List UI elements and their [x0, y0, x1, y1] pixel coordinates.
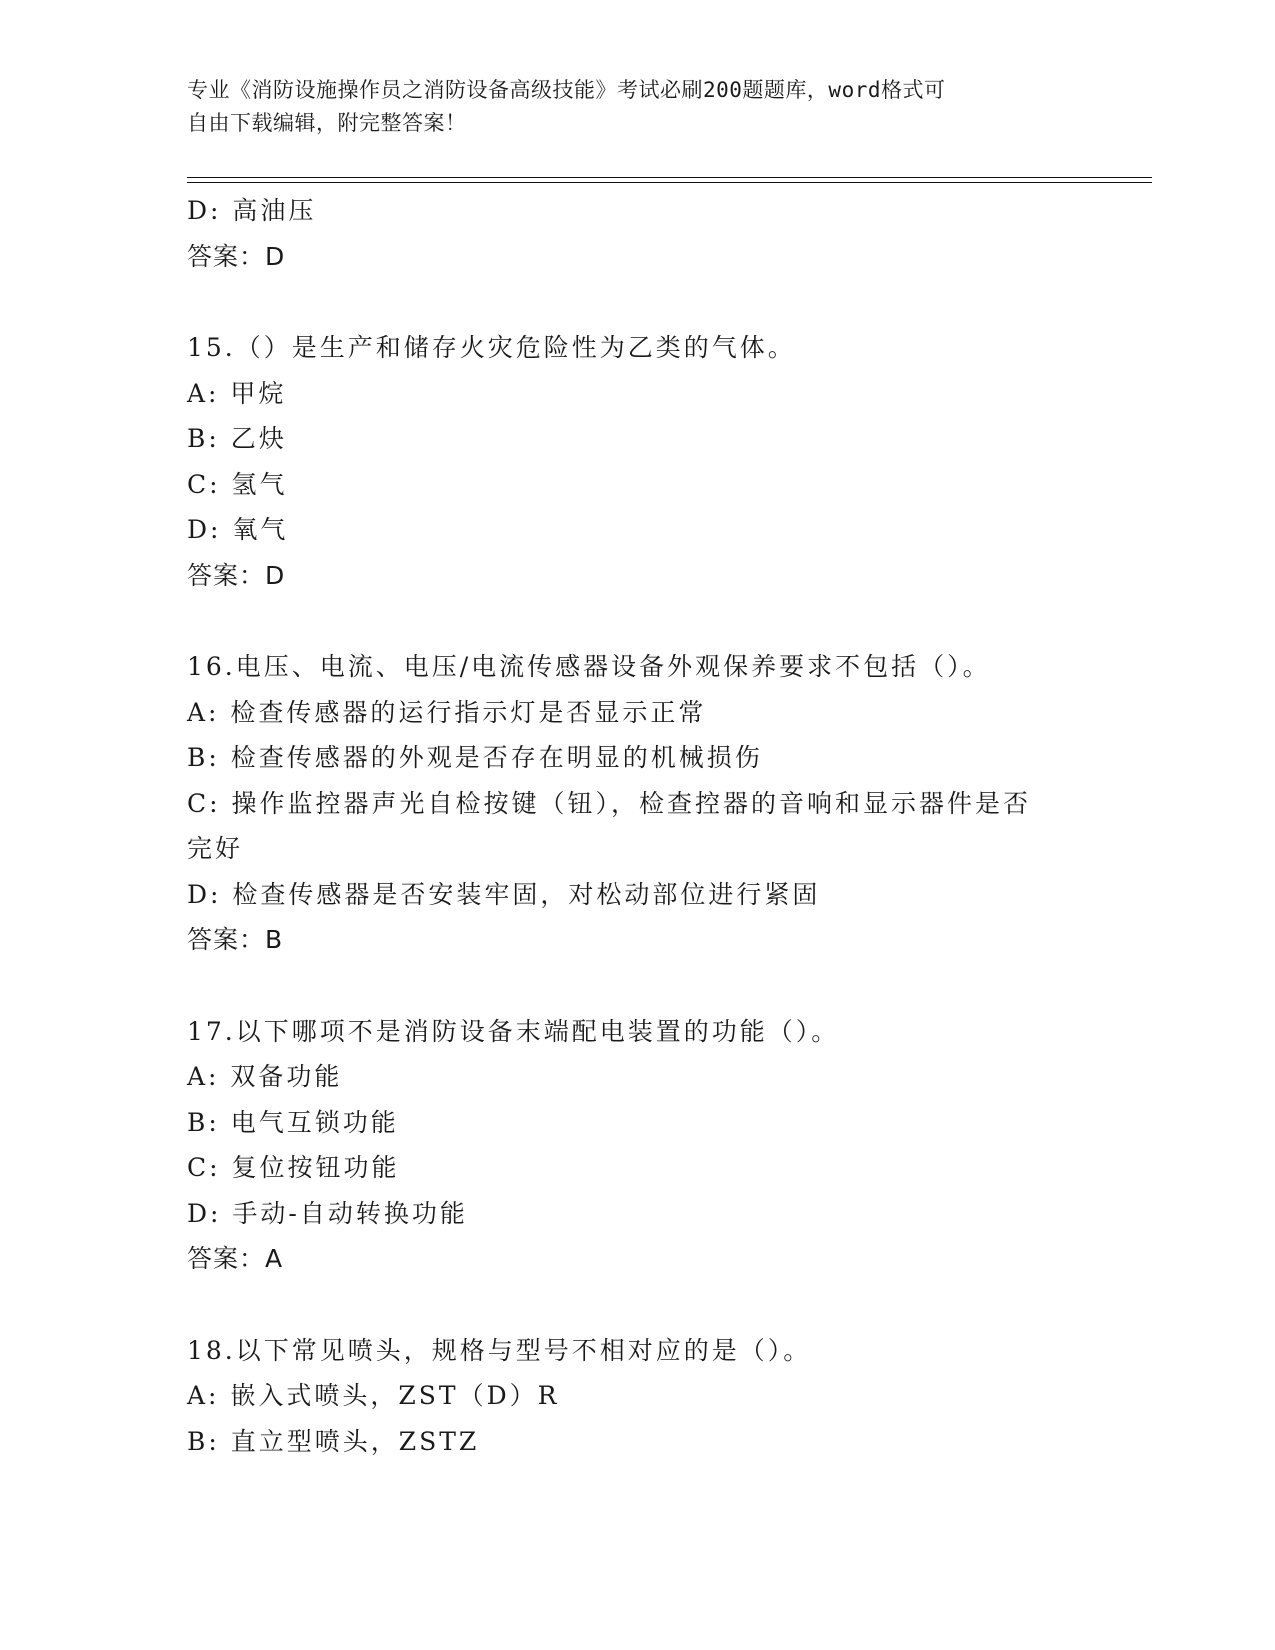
option-c: C: 操作监控器声光自检按键（钮），检查控器的音响和显示器件是否 — [187, 788, 1032, 818]
option-a: A: 嵌入式喷头，ZST（D）R — [187, 1381, 560, 1410]
option-d: D: 检查传感器是否安装牢固，对松动部位进行紧固 — [187, 879, 821, 909]
header-rule-top — [187, 177, 1152, 178]
option-b: B: 乙炔 — [187, 424, 287, 453]
option-a: A: 甲烷 — [187, 378, 287, 408]
header-line-1: 专业《消防设施操作员之消防设备高级技能》考试必刷200题题库，word格式可 — [187, 78, 946, 102]
spacer — [187, 1282, 1087, 1328]
option-c: C: 复位按钮功能 — [187, 1153, 400, 1182]
header-rule-bottom — [187, 182, 1152, 183]
spacer — [187, 279, 1087, 325]
spacer — [187, 963, 1087, 1009]
option-c: C: 氢气 — [187, 469, 288, 499]
option-d: D: 高油压 — [187, 196, 317, 225]
answer-line: 答案：D — [187, 560, 286, 590]
option-a: A: 双备功能 — [187, 1062, 343, 1091]
option-d: D: 氧气 — [187, 515, 289, 544]
option-c-continued: 完好 — [187, 834, 244, 863]
option-b: B: 检查传感器的外观是否存在明显的机械损伤 — [187, 743, 763, 772]
option-d: D: 手动-自动转换功能 — [187, 1198, 468, 1228]
question-stem-15: 15.（）是生产和储存火灾危险性为乙类的气体。 — [187, 333, 796, 362]
header-line-2: 自由下载编辑，附完整答案！ — [187, 111, 467, 135]
question-stem-16: 16.电压、电流、电压/电流传感器设备外观保养要求不包括（）。 — [187, 652, 991, 681]
option-b: B: 电气互锁功能 — [187, 1107, 399, 1137]
document-header — [187, 74, 1067, 140]
spacer — [187, 598, 1087, 644]
answer-line: 答案：B — [187, 925, 284, 954]
option-b: B: 直立型喷头，ZSTZ — [187, 1426, 480, 1456]
question-stem-17: 17.以下哪项不是消防设备末端配电装置的功能（）。 — [187, 1016, 840, 1046]
question-content — [187, 188, 1087, 1464]
question-stem-18: 18.以下常见喷头，规格与型号不相对应的是（）。 — [187, 1335, 812, 1365]
option-a: A: 检查传感器的运行指示灯是否显示正常 — [187, 697, 707, 727]
answer-line: 答案：A — [187, 1244, 284, 1273]
answer-line: 答案：D — [187, 241, 286, 271]
